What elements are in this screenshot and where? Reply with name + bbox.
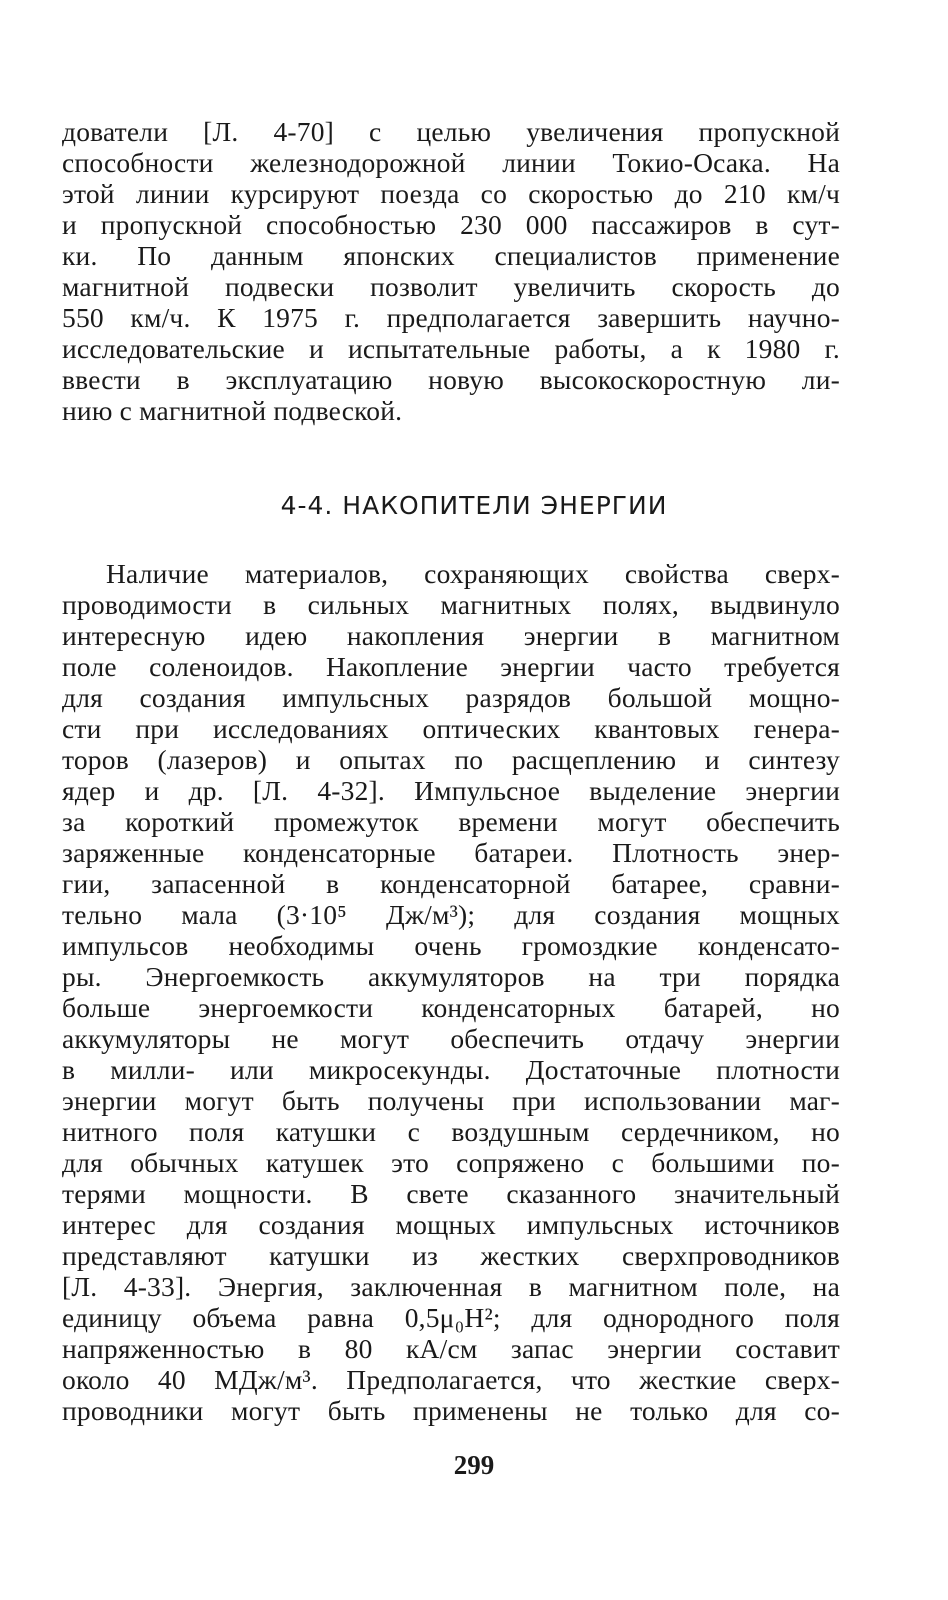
text-line: в милли- или микросекунды. Достаточные плотности <box>62 1054 840 1085</box>
text-line: аккумуляторы не могут обеспечить отдачу энергии <box>62 1023 840 1054</box>
text-line: около 40 МДж/м³. Предполагается, что жесткие сверх- <box>62 1364 840 1395</box>
text-line: больше энергоемкости конденсаторных батарей, но <box>62 992 840 1023</box>
text-line: за короткий промежуток времени могут обеспечить <box>62 806 840 837</box>
section-heading: 4-4. НАКОПИТЕЛИ ЭНЕРГИИ <box>280 491 668 520</box>
text-line: сти при исследованиях оптических квантовых генера- <box>62 713 840 744</box>
text-line: и пропускной способностью 230 000 пассажиров в сут- <box>62 209 840 240</box>
text-line: гии, запасенной в конденсаторной батарее, сравни- <box>62 868 840 899</box>
text-line: интересную идею накопления энергии в магнитном <box>62 620 840 651</box>
text-line: Наличие материалов, сохраняющих свойства сверх- <box>106 558 840 589</box>
text-line: ввести в эксплуатацию новую высокоскоростную ли- <box>62 364 840 395</box>
text-line: [Л. 4-33]. Энергия, заключенная в магнитном поле, на <box>62 1271 840 1302</box>
text-line: этой линии курсируют поезда со скоростью до 210 км/ч <box>62 178 840 209</box>
text-line: ры. Энергоемкость аккумуляторов на три порядка <box>62 961 840 992</box>
text-line: представляют катушки из жестких сверхпроводников <box>62 1240 840 1271</box>
text-line: единицу объема равна 0,5μ₀H²; для однородного поля <box>62 1302 840 1333</box>
text-line: напряженностью в 80 кА/см запас энергии составит <box>62 1333 840 1364</box>
text-line: ки. По данным японских специалистов применение <box>62 240 840 271</box>
text-line: импульсов необходимы очень громоздкие конденсато- <box>62 930 840 961</box>
text-line: тельно мала (3·10⁵ Дж/м³); для создания мощных <box>62 899 840 930</box>
text-line: для обычных катушек это сопряжено с большими по- <box>62 1147 840 1178</box>
text-line: для создания импульсных разрядов большой мощно- <box>62 682 840 713</box>
text-line: проводники могут быть применены не только для со- <box>62 1395 840 1426</box>
text-line: энергии могут быть получены при использовании маг- <box>62 1085 840 1116</box>
text-line: терями мощности. В свете сказанного значительный <box>62 1178 840 1209</box>
text-line: магнитной подвески позволит увеличить скорость до <box>62 271 840 302</box>
page-number: 299 <box>453 1450 495 1480</box>
text-line: заряженные конденсаторные батареи. Плотность энер- <box>62 837 840 868</box>
text-line: нитного поля катушки с воздушным сердечником, но <box>62 1116 840 1147</box>
text-line: проводимости в сильных магнитных полях, выдвинуло <box>62 589 840 620</box>
text-line: дователи [Л. 4-70] с целью увеличения пропускной <box>62 116 840 147</box>
text-line: поле соленоидов. Накопление энергии часто требуется <box>62 651 840 682</box>
text-line: способности железнодорожной линии Токио-Осака. На <box>62 147 840 178</box>
text-line: ядер и др. [Л. 4-32]. Импульсное выделение энергии <box>62 775 840 806</box>
text-line: исследовательские и испытательные работы, а к 1980 г. <box>62 333 840 364</box>
text-line: торов (лазеров) и опытах по расщеплению и синтезу <box>62 744 840 775</box>
text-line: интерес для создания мощных импульсных источников <box>62 1209 840 1240</box>
text-line: 550 км/ч. К 1975 г. предполагается завершить научно- <box>62 302 840 333</box>
text-line: нию с магнитной подвеской. <box>62 395 403 426</box>
